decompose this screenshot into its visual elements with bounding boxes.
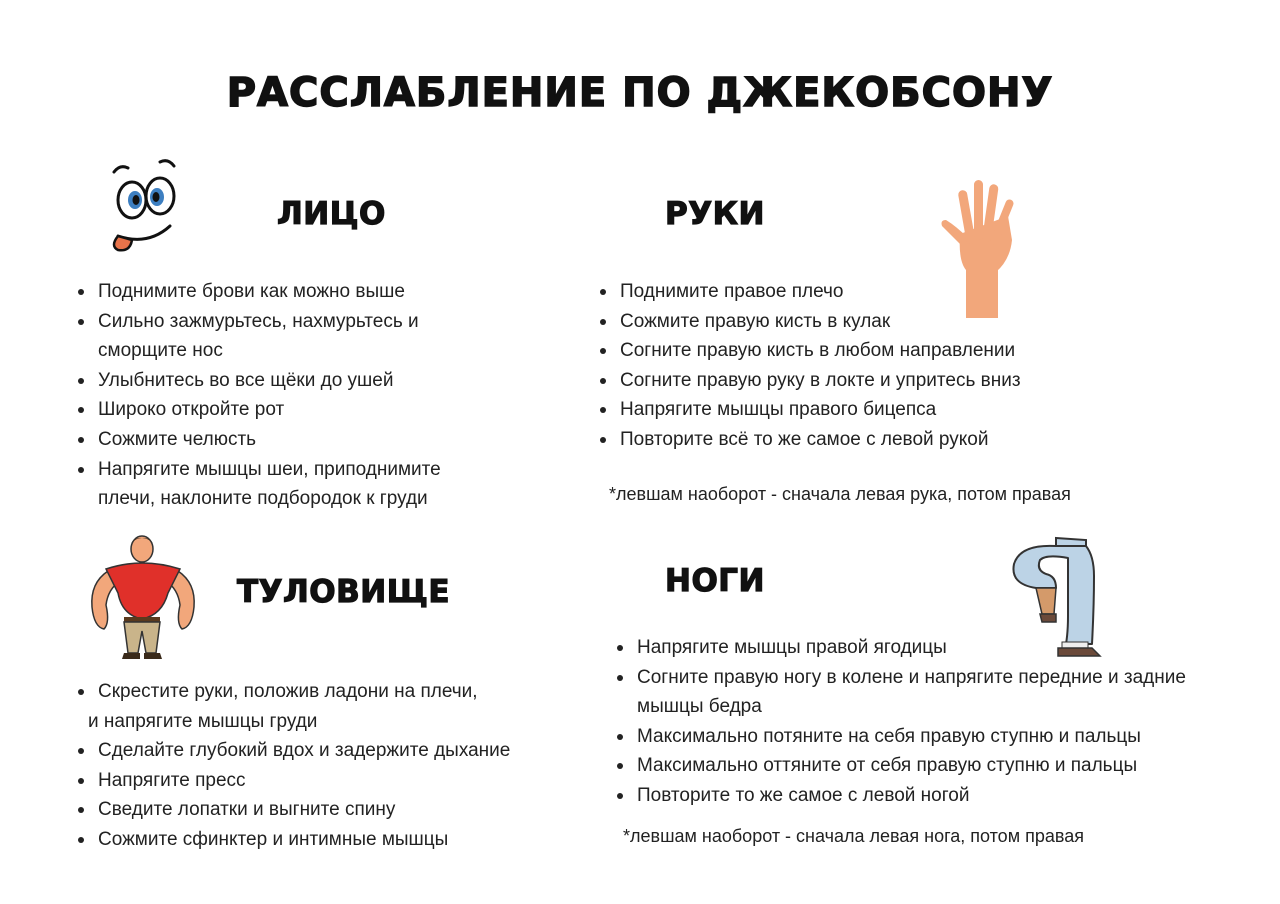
list-item: Повторите всё то же самое с левой рукой (598, 425, 1098, 455)
torso-heading: ТУЛОВИЩЕ (237, 574, 450, 610)
face-heading: ЛИЦО (277, 196, 386, 232)
page-title: РАССЛАБЛЕНИЕ ПО ДЖЕКОБСОНУ (226, 70, 1054, 116)
list-item: Согните правую кисть в любом направлении (598, 336, 1098, 366)
list-item: Напрягите пресс (76, 766, 576, 796)
list-item: Сожмите сфинктер и интимные мышцы (76, 825, 576, 855)
list-item: Сожмите челюсть (76, 425, 546, 455)
arms-heading: РУКИ (665, 196, 765, 232)
arms-steps-list (598, 277, 1098, 455)
list-item: Максимально оттяните от себя правую ступню и пальцы (615, 751, 1215, 781)
list-item: Сделайте глубокий вдох и задержите дыхание (76, 736, 576, 766)
legs-steps-list (615, 633, 1215, 811)
list-item: Поднимите правое плечо (598, 277, 1098, 307)
legs-heading: НОГИ (665, 563, 765, 599)
list-item: Повторите то же самое с левой ногой (615, 781, 1215, 811)
list-item: Напрягите мышцы правого бицепса (598, 395, 1098, 425)
face-steps-list (76, 277, 546, 514)
arms-lefthanded-note: *левшам наоборот - сначала левая рука, потом правая (609, 484, 1071, 504)
list-item: Максимально потяните на себя правую ступню и пальцы (615, 722, 1215, 752)
smiley-face-icon (104, 150, 184, 255)
list-item: Согните правую руку в локте и упритесь вниз (598, 366, 1098, 396)
muscleman-icon (86, 533, 200, 661)
list-item: Сожмите правую кисть в кулак (598, 307, 1098, 337)
list-item: Поднимите брови как можно выше (76, 277, 546, 307)
legs-lefthanded-note: *левшам наоборот - сначала левая нога, потом правая (623, 826, 1084, 846)
list-item: Скрестите руки, положив ладони на плечи, (76, 677, 576, 707)
list-item: Сильно зажмурьтесь, нахмурьтесь и сморщите нос (76, 307, 458, 366)
list-item: Сведите лопатки и выгните спину (76, 795, 576, 825)
list-item: Широко откройте рот (76, 395, 546, 425)
torso-steps-list (76, 677, 576, 855)
list-item: Согните правую ногу в колене и напрягите передние и задние мышцы бедра (615, 663, 1197, 722)
list-item: Улыбнитесь во все щёки до ушей (76, 366, 546, 396)
list-item-continuation: и напрягите мышцы груди (88, 710, 318, 732)
list-item: Напрягите мышцы правой ягодицы (615, 633, 1215, 663)
list-item: Напрягите мышцы шеи, приподнимите плечи, наклоните подбородок к груди (76, 455, 488, 514)
